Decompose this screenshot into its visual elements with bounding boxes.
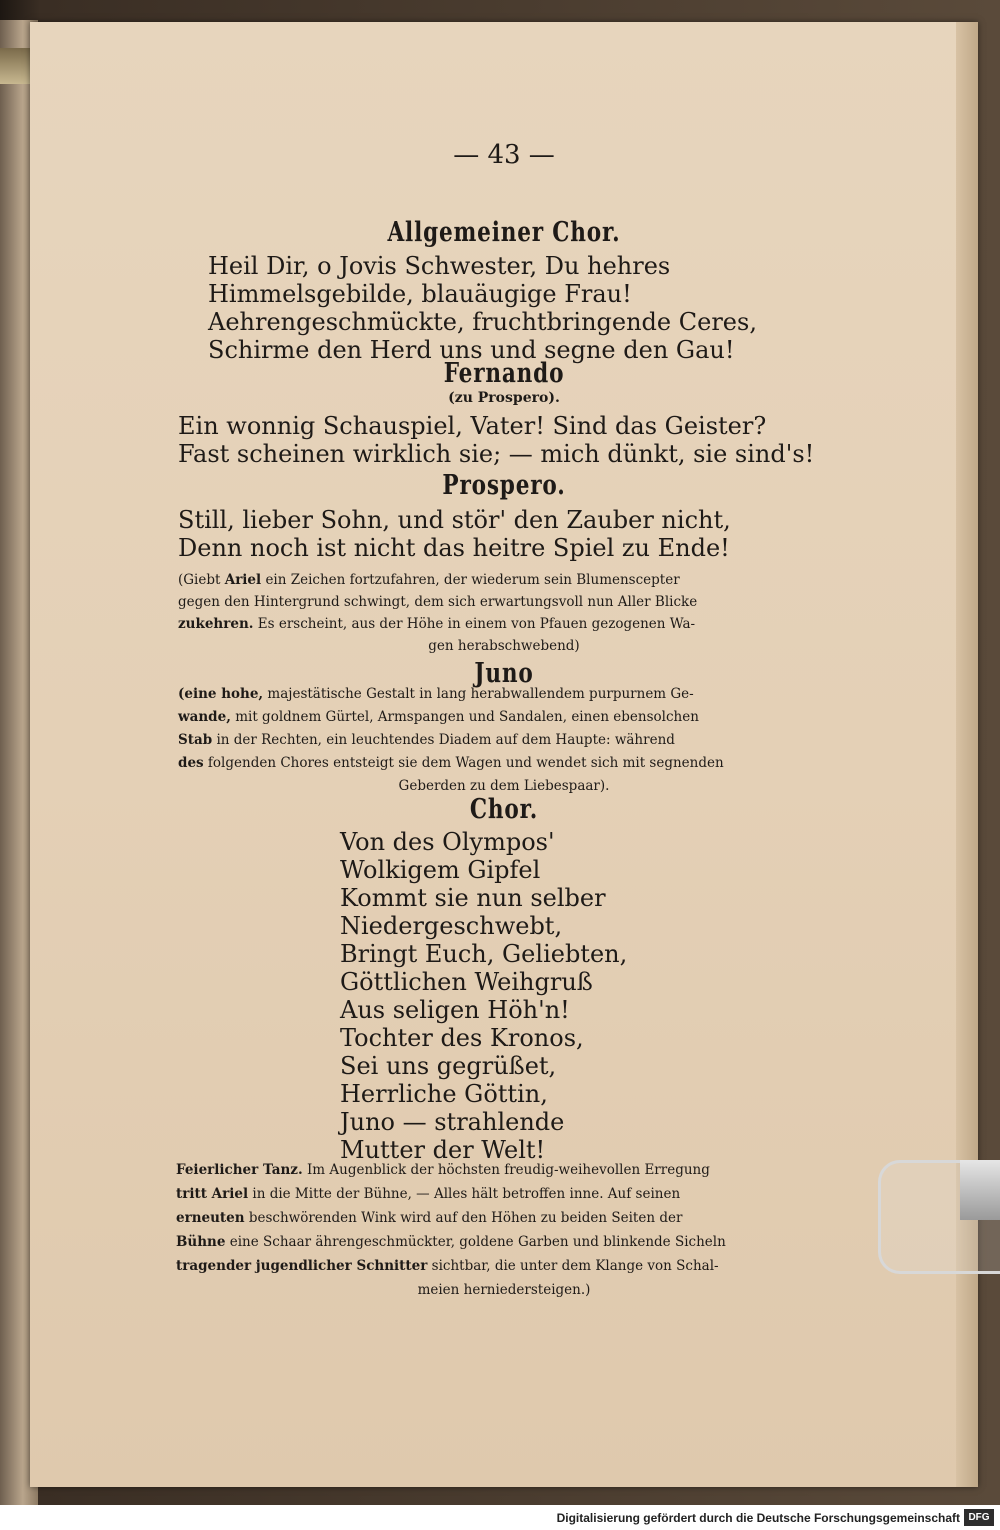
stage-direction-line: gegen den Hintergrund schwingt, dem sich erwartungsvoll nun Aller Blicke bbox=[178, 594, 698, 610]
direction-text: mit goldnem Gürtel, Armspangen und Sandalen, einen ebensolchen bbox=[230, 709, 699, 725]
direction-text: eine Schaar ährengeschmückter, goldene Garben und blinkende Sicheln bbox=[225, 1234, 726, 1250]
stage-direction-line bbox=[176, 1208, 682, 1229]
direction-emphasis: Stab bbox=[178, 732, 213, 748]
direction-text: Es erscheint, aus der Höhe in einem von Pfauen gezogenen Wa- bbox=[253, 616, 696, 632]
direction-emphasis: (eine hohe, bbox=[178, 686, 264, 702]
verse-line: Fast scheinen wirklich sie; — mich dünkt, sie sind's! bbox=[178, 440, 815, 468]
stage-direction: (zu Prospero). bbox=[448, 390, 560, 406]
verse-line: Kommt sie nun selber bbox=[340, 884, 606, 912]
stage-direction-line bbox=[178, 753, 724, 774]
book-page bbox=[30, 22, 978, 1487]
direction-emphasis: tragender jugendlicher Schnitter bbox=[176, 1258, 428, 1274]
verse-line: Aus seligen Höh'n! bbox=[340, 996, 570, 1024]
direction-text: in der Rechten, ein leuchtendes Diadem auf dem Haupte: während bbox=[212, 732, 675, 748]
stage-direction-line: Geberden zu dem Liebespaar). bbox=[398, 778, 610, 794]
direction-text: beschwörenden Wink wird auf den Höhen zu beiden Seiten der bbox=[244, 1210, 683, 1226]
verse-line: Denn noch ist nicht das heitre Spiel zu Ende! bbox=[178, 534, 730, 562]
stage-direction-line bbox=[178, 707, 699, 728]
verse-line: Juno — strahlende bbox=[340, 1108, 565, 1136]
verse-line: Von des Olympos' bbox=[340, 828, 555, 856]
heading-juno: Juno bbox=[474, 658, 534, 689]
stage-direction-line bbox=[176, 1160, 710, 1181]
verse-line: Herrliche Göttin, bbox=[340, 1080, 548, 1108]
stage-direction-line bbox=[178, 614, 695, 635]
verse-line: Aehrengeschmückte, fruchtbringende Ceres, bbox=[208, 308, 757, 336]
stage-direction-line bbox=[178, 570, 680, 591]
footer-bar bbox=[0, 1505, 1000, 1530]
direction-name: Ariel bbox=[224, 572, 262, 588]
paper-clip-bar bbox=[960, 1160, 1000, 1220]
dfg-logo: DFG bbox=[964, 1509, 994, 1526]
verse-line: Ein wonnig Schauspiel, Vater! Sind das Geister? bbox=[178, 412, 767, 440]
stage-direction-line: meien herniedersteigen.) bbox=[417, 1282, 591, 1298]
stage-direction-line: gen herabschwebend) bbox=[428, 638, 580, 654]
heading-fernando: Fernando bbox=[443, 358, 565, 389]
direction-text: folgenden Chores entsteigt sie dem Wagen und wendet sich mit segnenden bbox=[203, 755, 724, 771]
verse-line: Wolkigem Gipfel bbox=[340, 856, 541, 884]
page-number: — 43 — bbox=[453, 140, 555, 170]
heading-allgemeiner-chor: Allgemeiner Chor. bbox=[387, 217, 621, 248]
heading-chor: Chor. bbox=[469, 794, 539, 825]
direction-emphasis: tritt Ariel bbox=[176, 1186, 249, 1202]
stage-direction-line bbox=[176, 1184, 680, 1205]
stage-direction-line bbox=[178, 684, 694, 705]
verse-line: Heil Dir, o Jovis Schwester, Du hehres bbox=[208, 252, 671, 280]
direction-text: Im Augenblick der höchsten freudig-weihevollen Erregung bbox=[302, 1162, 710, 1178]
verse-line: Himmelsgebilde, blauäugige Frau! bbox=[208, 280, 632, 308]
direction-emphasis: Bühne bbox=[176, 1234, 226, 1250]
direction-emphasis: Feierlicher Tanz. bbox=[176, 1162, 303, 1178]
verse-line: Sei uns gegrüßet, bbox=[340, 1052, 557, 1080]
direction-emphasis: des bbox=[178, 755, 204, 771]
stage-direction-line bbox=[176, 1256, 719, 1277]
direction-emphasis: erneuten bbox=[176, 1210, 245, 1226]
direction-emphasis: zukehren. bbox=[178, 616, 254, 632]
direction-text: ein Zeichen fortzufahren, der wiederum sein Blumenscepter bbox=[261, 572, 680, 588]
heading-prospero: Prospero. bbox=[442, 470, 566, 501]
verse-line: Göttlichen Weihgruß bbox=[340, 968, 593, 996]
direction-text: (Giebt bbox=[178, 572, 225, 588]
stage-direction-line bbox=[176, 1232, 726, 1253]
direction-text: in die Mitte der Bühne, — Alles hält betroffen inne. Auf seinen bbox=[248, 1186, 681, 1202]
verse-line: Bringt Euch, Geliebten, bbox=[340, 940, 628, 968]
direction-emphasis: wande, bbox=[178, 709, 231, 725]
verse-line: Mutter der Welt! bbox=[340, 1136, 546, 1164]
direction-text: majestätische Gestalt in lang herabwallendem purpurnem Ge- bbox=[263, 686, 694, 702]
footer-credit: Digitalisierung gefördert durch die Deutsche Forschungsgemeinschaft bbox=[556, 1511, 960, 1525]
verse-line: Niedergeschwebt, bbox=[340, 912, 563, 940]
verse-line: Schirme den Herd uns und segne den Gau! bbox=[208, 336, 735, 364]
direction-text: sichtbar, die unter dem Klange von Schal- bbox=[427, 1258, 719, 1274]
verse-line: Tochter des Kronos, bbox=[340, 1024, 584, 1052]
verse-line: Still, lieber Sohn, und stör' den Zauber nicht, bbox=[178, 506, 731, 534]
stage-direction-line bbox=[178, 730, 675, 751]
